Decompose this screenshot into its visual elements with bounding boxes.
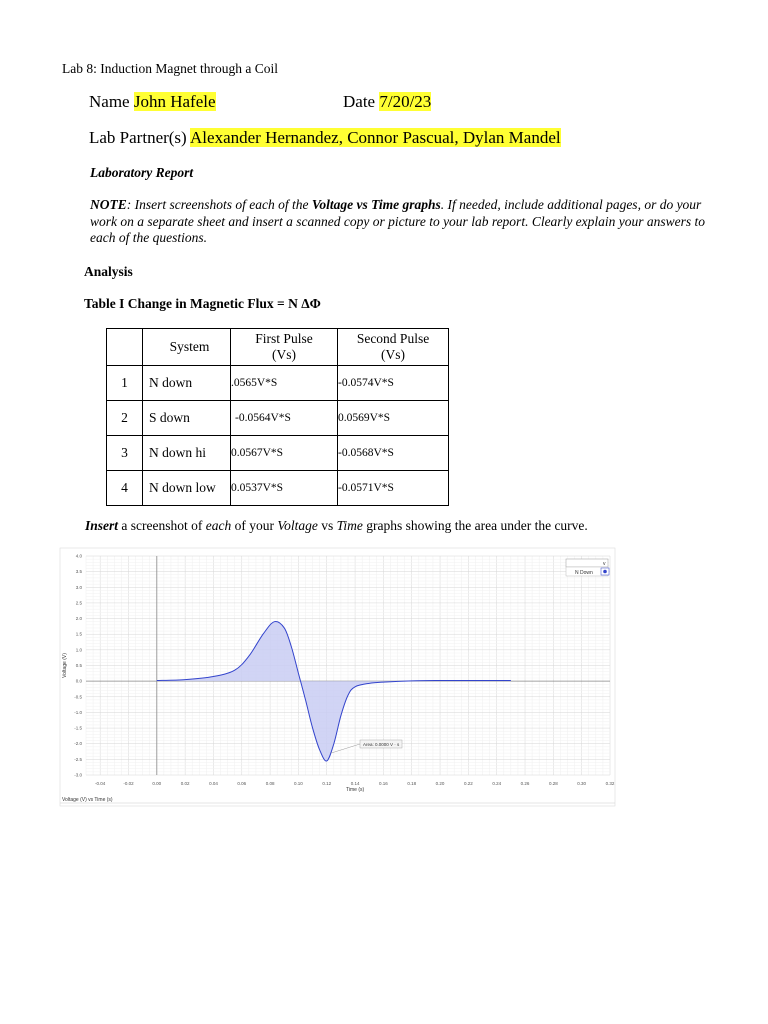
row-first-pulse: -0.0564V*S — [231, 401, 338, 436]
row-first-pulse: .0565V*S — [231, 366, 338, 401]
name-label: Name — [89, 92, 130, 111]
y-tick-labels — [74, 554, 82, 778]
x-tick-label: 0.02 — [180, 781, 190, 786]
x-tick-label: 0.04 — [209, 781, 218, 786]
row-second-pulse: -0.0574V*S — [338, 366, 449, 401]
row-system: N down hi — [143, 436, 231, 471]
legend-dropdown[interactable] — [566, 559, 608, 567]
header-second-pulse: Second Pulse (Vs) — [338, 329, 449, 366]
note-bold: Voltage vs Time graphs — [311, 197, 441, 212]
note-text-2: . If needed, include additional pages, or do your work on a separate sheet and insert a scanned copy or picture to your lab report. Clearly explain your answers to each of the questions. — [90, 197, 706, 245]
y-tick-label: 3.5 — [75, 569, 82, 575]
note-label: NOTE — [90, 197, 127, 212]
x-tick-label: 0.08 — [265, 781, 275, 786]
insert-time: Time — [336, 518, 363, 533]
name-value: John Hafele — [133, 92, 216, 111]
lab-title: Lab 8: Induction Magnet through a Coil — [62, 61, 278, 76]
x-tick-label: 0.20 — [435, 781, 445, 786]
insert-text-2: of your — [231, 518, 278, 533]
report-heading: Laboratory Report — [90, 165, 194, 180]
y-tick-label: 1.0 — [75, 647, 82, 653]
row-first-pulse: 0.0537V*S — [231, 471, 338, 506]
y-tick-label: 3.0 — [75, 584, 82, 590]
date-value: 7/20/23 — [379, 92, 432, 111]
row-num: 3 — [107, 436, 143, 471]
x-tick-label: 0.30 — [577, 781, 587, 786]
x-tick-label: 0.26 — [520, 781, 530, 786]
row-first-pulse: 0.0567V*S — [231, 436, 338, 471]
row-system: N down low — [143, 471, 231, 506]
insert-text-4: graphs showing the area under the curve. — [362, 518, 588, 533]
x-tick-label: -0.02 — [123, 781, 134, 786]
x-axis-label: Time (s) — [346, 787, 365, 793]
insert-voltage: Voltage — [277, 518, 318, 533]
x-tick-label: -0.04 — [95, 781, 106, 786]
insert-text-1: a screenshot of — [118, 518, 206, 533]
y-tick-label: -0.5 — [74, 694, 82, 700]
y-tick-label: 1.5 — [75, 631, 82, 637]
legend-dot-icon — [603, 570, 607, 574]
row-second-pulse: 0.0569V*S — [338, 401, 449, 436]
chart-frame — [60, 548, 615, 806]
y-tick-label: 0.5 — [75, 663, 82, 668]
partner-value: Alexander Hernandez, Connor Pascual, Dylan Mandel — [190, 128, 561, 147]
row-num: 1 — [107, 366, 143, 401]
x-tick-label: 0.32 — [605, 781, 615, 786]
row-system: S down — [143, 401, 231, 436]
x-tick-label: 0.16 — [379, 781, 388, 786]
y-tick-label: -2.0 — [74, 741, 82, 747]
row-num: 4 — [107, 471, 143, 506]
date-label: Date — [343, 92, 376, 111]
header-system: System — [143, 329, 231, 366]
x-tick-label: 0.24 — [492, 781, 502, 786]
x-tick-label: 0.22 — [463, 781, 473, 786]
legend — [566, 559, 609, 576]
chevron-down-icon[interactable]: v — [603, 561, 606, 567]
note-text-1: : Insert screenshots of each of the — [126, 197, 312, 212]
y-tick-label: 4.0 — [75, 553, 82, 559]
insert-each: each — [205, 518, 232, 533]
y-tick-label: -1.5 — [74, 725, 82, 731]
insert-text-3: vs — [317, 518, 337, 533]
y-tick-label: -2.5 — [74, 756, 82, 762]
y-tick-label: -3.0 — [74, 772, 82, 778]
row-system: N down — [143, 366, 231, 401]
partner-label: Lab Partner(s) — [89, 128, 187, 147]
x-tick-label: 0.12 — [322, 781, 332, 786]
x-tick-label: 0.18 — [407, 781, 417, 786]
x-tick-label: 0.00 — [152, 781, 162, 786]
x-tick-label: 0.14 — [350, 781, 360, 786]
y-tick-label: 0.0 — [75, 678, 82, 684]
y-tick-label: 2.0 — [75, 616, 82, 622]
y-axis-label: Voltage (V) — [62, 653, 68, 678]
x-tick-label: 0.28 — [548, 781, 558, 786]
row-num: 2 — [107, 401, 143, 436]
annotation-text: Area: 0.0000 V · s — [363, 742, 400, 747]
y-tick-label: -1.0 — [74, 709, 82, 715]
row-second-pulse: -0.0568V*S — [338, 436, 449, 471]
x-tick-label: 0.10 — [294, 781, 303, 786]
row-second-pulse: -0.0571V*S — [338, 471, 449, 506]
x-tick-label: 0.06 — [237, 781, 247, 786]
legend-label: N Down — [575, 570, 593, 576]
insert-word: Insert — [85, 518, 119, 533]
chart-footer: Voltage (V) vs Time (s) — [62, 797, 113, 803]
y-tick-label: 2.5 — [75, 600, 82, 606]
header-first-pulse: First Pulse (Vs) — [231, 329, 338, 366]
table-title: Table I Change in Magnetic Flux = N ΔΦ — [84, 296, 321, 311]
analysis-heading: Analysis — [84, 264, 133, 279]
